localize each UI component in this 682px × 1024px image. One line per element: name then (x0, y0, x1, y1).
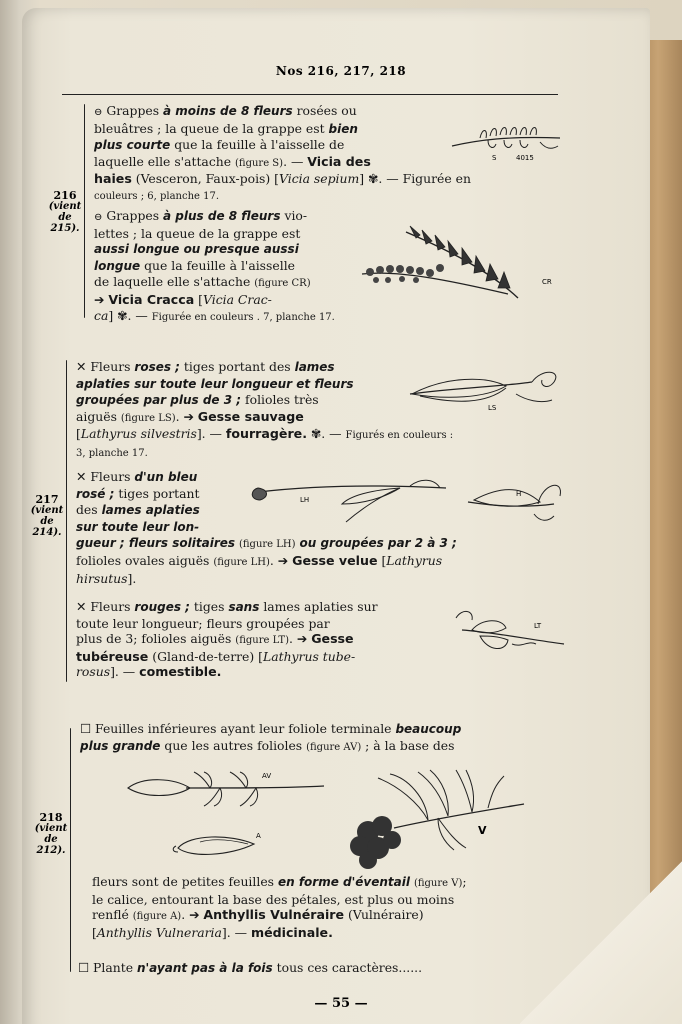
text-line: couleurs ; 6, planche 17. (94, 190, 220, 202)
text-line: groupées par plus de 3 ; folioles très (76, 392, 319, 408)
figure-av-label: AV (262, 772, 272, 780)
text-line: folioles ovales aiguës (figure LH). ➔ Gesse velue [Lathyrus (76, 552, 443, 568)
figure-a-label: A (256, 832, 261, 840)
text-line: laquelle elle s'attache (figure S). — Vicia des (94, 153, 371, 169)
text-line: lettes ; la queue de la grappe est (94, 225, 301, 241)
brace-216 (84, 104, 85, 318)
header-rule (62, 94, 558, 95)
figure-ls-label: LS (488, 404, 497, 412)
entry-vicia-cracca (94, 208, 394, 325)
text-line: toute leur longueur; fleurs groupées par (76, 615, 330, 631)
text-line: bleuâtres ; la queue de la grappe est bien (94, 120, 358, 136)
figure-lh-label: LH (300, 496, 310, 504)
text-line: rosé ; tiges portant (76, 485, 200, 501)
figure-lt (452, 600, 570, 658)
page-number: — 55 — (314, 996, 368, 1011)
page-header: Nos 216, 217, 218 (275, 64, 407, 78)
text-line: sur toute leur lon- (76, 519, 200, 534)
entry-anthyllis-vulneraire (92, 874, 582, 940)
figure-av (124, 764, 330, 812)
figure-v (338, 762, 528, 872)
section-number-217: 217 (vient de 214). (30, 493, 64, 538)
brace-218 (70, 728, 71, 972)
text-line: tubéreuse (Gland-de-terre) [Lathyrus tube- (76, 648, 356, 664)
text-line: ⊖ Grappes à plus de 8 fleurs vio- (94, 208, 308, 223)
entry-vicia-sepium (94, 103, 471, 205)
text-line: [Lathyrus silvestris]. — fourragère. ✾. — Figurés en couleurs : (76, 426, 454, 442)
text-line: ca] ✾. — Figurée en couleurs . 7, planche 17. (94, 307, 335, 323)
figure-lt-label: LT (534, 622, 542, 630)
section-number-218: 218 (vient de 212). (34, 811, 68, 856)
text-line: gueur ; fleurs solitaires (figure LH) ou groupées par 2 à 3 ; (76, 536, 457, 551)
figure-ls (406, 364, 562, 416)
entry-plante-alternative (78, 960, 578, 977)
figure-h (464, 474, 564, 530)
text-line: des lames aplaties (76, 502, 200, 518)
text-line: haies (Vesceron, Faux-pois) [Vicia sepium] ✾. — Figurée en (94, 171, 471, 187)
text-line: plus grande que les autres folioles (figure AV) ; à la base des (80, 737, 455, 753)
text-line: ✕ Fleurs rouges ; tiges sans lames aplaties sur (76, 599, 378, 614)
figure-s-code: 4015 (516, 154, 534, 162)
text-line: hirsutus]. (76, 570, 137, 586)
brace-217 (66, 360, 67, 682)
figure-v-label: V (478, 824, 487, 837)
figure-lh (250, 474, 456, 530)
text-line: ➔ Vicia Cracca [Vicia Crac- (94, 291, 272, 307)
text-line: aiguës (figure LS). ➔ Gesse sauvage (76, 408, 304, 424)
text-line: longue que la feuille à l'aisselle (94, 257, 295, 273)
figure-cr-label: CR (542, 278, 552, 286)
text-line: ☐ Plante n'ayant pas à la fois tous ces caractères...... (78, 960, 423, 975)
figure-cr (358, 220, 566, 310)
text-line: ✕ Fleurs d'un bleu (76, 469, 198, 484)
text-line: aplaties sur toute leur longueur et fleurs (76, 376, 354, 391)
text-line: renflé (figure A). ➔ Anthyllis Vulnéraire (Vulnéraire) (92, 907, 424, 923)
text-line: fleurs sont de petites feuilles en forme d'éventail (figure V); (92, 874, 467, 889)
text-line: ☐ Feuilles inférieures ayant leur foliole terminale beaucoup (80, 721, 462, 736)
section-number-216: 216 (vient de 215). (48, 189, 82, 234)
figure-s (448, 118, 568, 170)
text-line: ⊖ Grappes à moins de 8 fleurs rosées ou (94, 103, 357, 118)
text-line: 3, planche 17. (76, 447, 148, 459)
figure-a (170, 826, 270, 866)
figure-s-label: S (492, 154, 497, 162)
text-line: rosus]. — comestible. (76, 664, 222, 680)
figure-h-label: H (516, 490, 522, 498)
text-line: le calice, entourant la base des pétales, est plus ou moins (92, 891, 455, 907)
entry-anthyllis-intro (80, 721, 580, 755)
text-line: [Anthyllis Vulneraria]. — médicinale. (92, 924, 333, 940)
text-line: aussi longue ou presque aussi (94, 242, 299, 257)
text-line: plus de 3; folioles aiguës (figure LT). ➔ Gesse (76, 631, 354, 647)
text-line: de laquelle elle s'attache (figure CR) (94, 274, 311, 290)
text-line: plus courte que la feuille à l'aisselle de (94, 137, 345, 153)
entry-gesse-tubereuse (76, 599, 456, 680)
text-line: ✕ Fleurs roses ; tiges portant des lames (76, 359, 335, 374)
